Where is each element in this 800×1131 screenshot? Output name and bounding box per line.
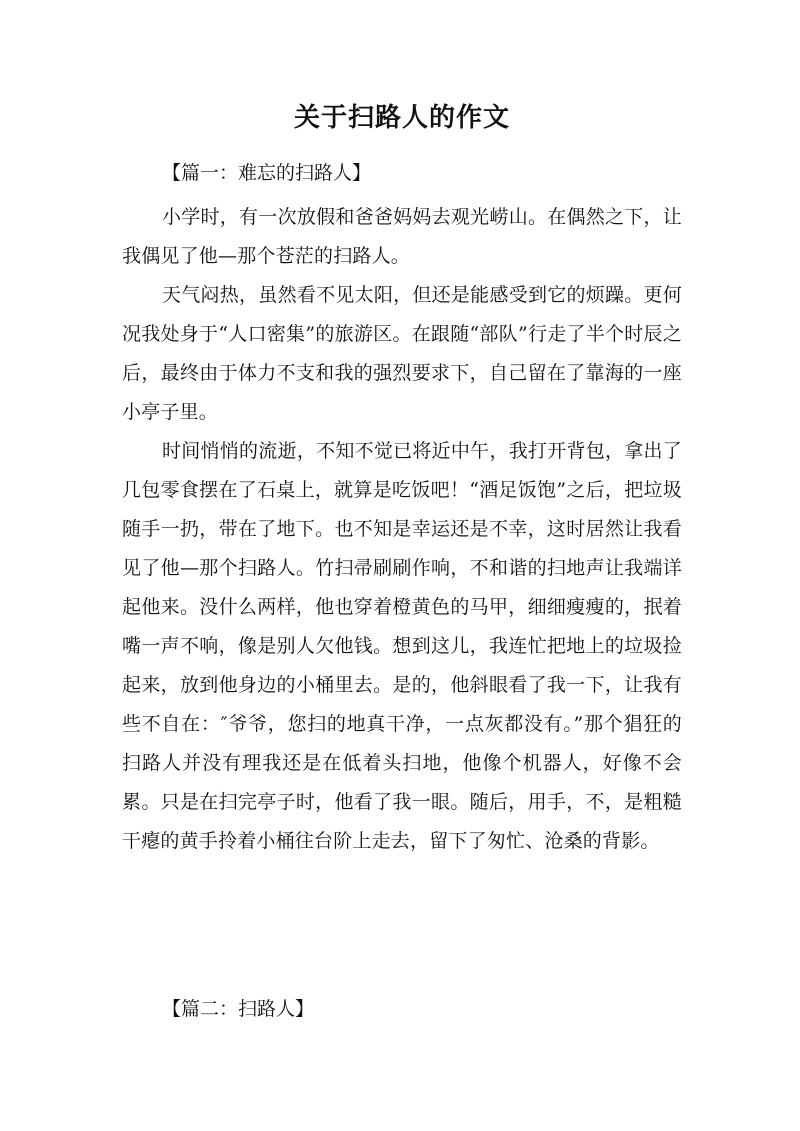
paragraph-2: 天气闷热，虽然看不见太阳，但还是能感受到它的烦躁。更何况我处身于“人口密集”的旅游区。在跟随“部队”行走了半个时辰之后，最终由于体力不支和我的强烈要求下，自己留在了靠海的一座小亭子里。	[122, 284, 682, 423]
document-title: 关于扫路人的作文	[293, 103, 510, 133]
paragraph-3: 时间悄悄的流逝，不知不觉已将近中午，我打开背包，拿出了几包零食摆在了石桌上，就算是吃饭吧！“酒足饭饱”之后，把垃圾随手一扔，带在了地下。也不知是幸运还是不幸，这时居然让我看见了他—那个扫路人。竹扫帚刷刷作响，不和谐的扫地声让我端详起他来。没什么两样，他也穿着橙黄色的马甲，细细瘦瘦的，抿着嘴一声不响，像是别人欠他钱。想到这儿，我连忙把地上的垃圾捡起来，放到他身边的小桶里去。是的，他斜眼看了我一下，让我有些不自在：″爷爷，您扫的地真干净，一点灰都没有。”那个猖狂的扫路人并没有理我还是在低着头扫地，他像个机器人，好像不会累。只是在扫完亭子时，他看了我一眼。随后，用手，不，是粗糙干瘪的黄手拎着小桶往台阶上走去，留下了匆忙、沧桑的背影。	[122, 440, 682, 852]
section-heading-1: 【篇一：难忘的扫路人】	[162, 162, 372, 184]
section-heading-2: 【篇二：扫路人】	[162, 998, 315, 1020]
paragraph-1: 小学时，有一次放假和爸爸妈妈去观光崂山。在偶然之下，让我偶见了他—那个苍茫的扫路人。	[122, 206, 682, 267]
section-1-body	[122, 198, 682, 861]
